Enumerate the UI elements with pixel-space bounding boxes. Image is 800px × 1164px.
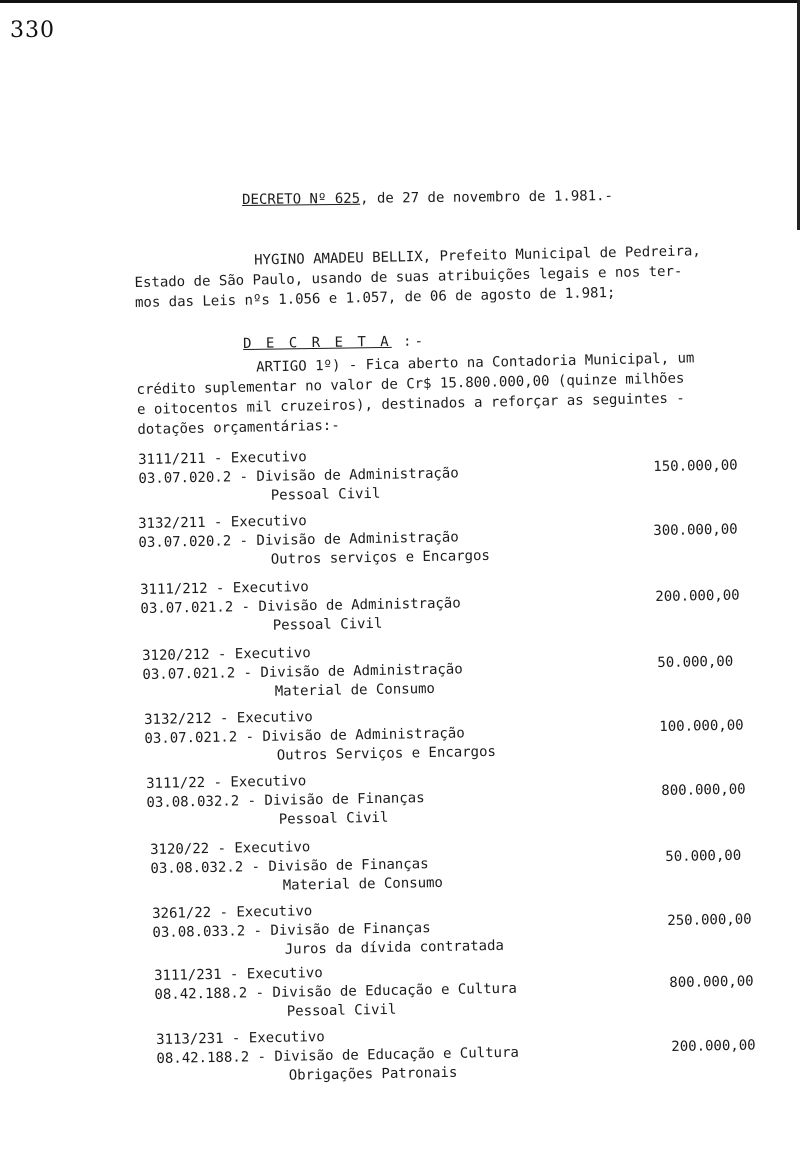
intro-line: Estado de São Paulo, usando de suas atribuições legais e nos ter- (134, 263, 683, 291)
article-line: ARTIGO 1º) - Fica aberto na Contadoria Municipal, um (255, 350, 695, 376)
decree-label: DECRETO Nº 625 (242, 190, 361, 208)
entry-unit: 03.07.020.2 - Divisão de Administração (138, 465, 459, 487)
entry-amount: 200.000,00 (671, 1037, 756, 1056)
entry-item: Pessoal Civil (272, 615, 383, 634)
budget-entry (152, 895, 793, 963)
entry-unit: 08.42.188.2 - Divisão de Educação e Cultura (154, 980, 517, 1003)
entry-amount: 800.000,00 (669, 973, 754, 992)
entry-item: Material de Consumo (274, 680, 436, 700)
article-line: dotações orçamentárias:- (137, 417, 340, 438)
entry-code: 3111/212 - Executivo (140, 579, 309, 598)
entry-item: Obrigações Patronais (288, 1064, 458, 1084)
article-line: crédito suplementar no valor de Cr$ 15.800.000,00 (quinze milhões (136, 370, 685, 398)
budget-entry (154, 957, 795, 1025)
budget-entry (146, 765, 787, 833)
budget-entry (156, 1021, 797, 1089)
entry-code: 3113/231 - Executivo (156, 1029, 325, 1048)
entry-code: 3132/212 - Executivo (144, 709, 313, 728)
entry-amount: 100.000,00 (659, 717, 744, 736)
intro-paragraph (134, 242, 775, 315)
entry-code: 3120/212 - Executivo (142, 645, 311, 664)
page-number: 330 (10, 18, 55, 43)
entry-code: 3111/231 - Executivo (154, 965, 323, 984)
entry-unit: 08.42.188.2 - Divisão de Educação e Cultura (156, 1044, 519, 1067)
entry-code: 3120/22 - Executivo (150, 839, 311, 858)
entry-amount: 150.000,00 (653, 457, 738, 476)
entry-amount: 250.000,00 (667, 911, 752, 930)
budget-entry (140, 571, 781, 639)
budget-entry (144, 701, 785, 769)
intro-line: HYGINO AMADEU BELLIX, Prefeito Municipal de Pedreira, (253, 243, 701, 269)
top-edge-line (0, 0, 800, 3)
decreta-suffix: :- (391, 333, 427, 350)
intro-line: mos das Leis nºs 1.056 e 1.057, de 06 de agosto de 1.981; (134, 284, 616, 311)
entry-item: Outros Serviços e Encargos (276, 743, 497, 764)
entry-item: Pessoal Civil (286, 1001, 397, 1020)
entry-unit: 03.07.021.2 - Divisão de Administração (142, 661, 463, 683)
entry-item: Pessoal Civil (270, 485, 381, 504)
entry-amount: 200.000,00 (655, 587, 740, 606)
decreta-word: D E C R E T A (243, 333, 392, 352)
entry-item: Pessoal Civil (278, 809, 389, 828)
article-1-paragraph (136, 349, 778, 442)
entry-item: Material de Consumo (282, 874, 444, 894)
entry-amount: 50.000,00 (657, 653, 734, 672)
entry-amount: 800.000,00 (661, 781, 746, 800)
entry-unit: 03.08.033.2 - Divisão de Finanças (152, 920, 431, 941)
entry-unit: 03.08.032.2 - Divisão de Finanças (150, 856, 429, 877)
entry-unit: 03.07.021.2 - Divisão de Administração (144, 725, 465, 747)
entry-code: 3111/22 - Executivo (146, 773, 307, 792)
decreta-heading (243, 333, 426, 352)
budget-entry (142, 637, 783, 705)
budget-entry (138, 505, 779, 573)
entry-unit: 03.07.021.2 - Divisão de Administração (140, 595, 461, 617)
entry-code: 3261/22 - Executivo (152, 903, 313, 922)
entry-amount: 50.000,00 (665, 847, 742, 866)
entry-code: 3111/211 - Executivo (138, 449, 307, 468)
entry-code: 3132/211 - Executivo (138, 513, 307, 532)
entry-unit: 03.08.032.2 - Divisão de Finanças (146, 790, 425, 811)
decree-date: , de 27 de novembro de 1.981.- (360, 188, 614, 207)
entry-item: Juros da dívida contratada (284, 937, 505, 958)
decree-title (242, 188, 613, 208)
budget-entry (138, 441, 779, 509)
article-line: e oitocentos mil cruzeiros), destinados a reforçar as seguintes - (136, 390, 685, 418)
entry-item: Outros serviços e Encargos (270, 547, 491, 568)
entry-amount: 300.000,00 (653, 521, 738, 540)
entry-unit: 03.07.020.2 - Divisão de Administração (138, 529, 459, 551)
budget-entry (150, 831, 791, 899)
